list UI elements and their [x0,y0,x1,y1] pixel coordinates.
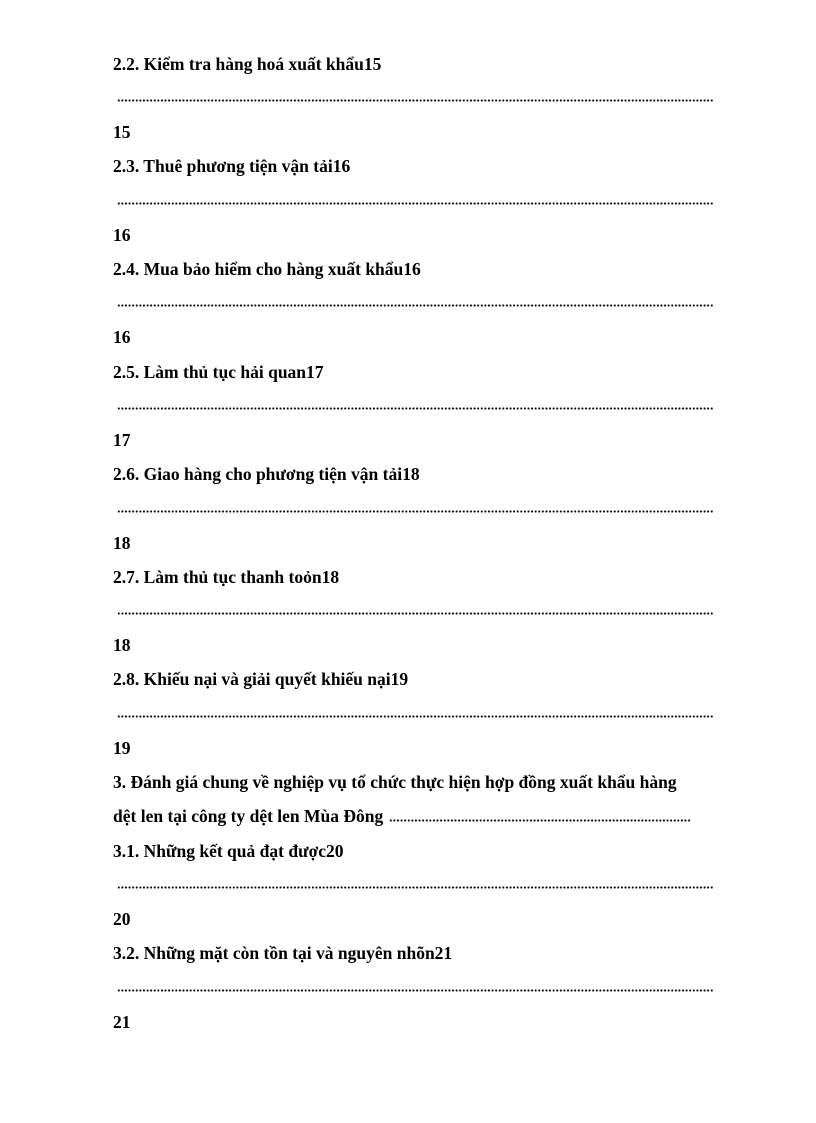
toc-leader-dots [117,882,714,892]
toc-section-heading-line: 3. Đánh giá chung về nghiệp vụ tổ chức thực hiện hợp đồng xuất khẩu hàng [113,772,677,792]
toc-section-heading-text: dệt len tại công ty dệt len Mùa Đông [113,806,384,826]
toc-leader-dots [389,819,691,822]
toc-entry-title: 2.8. Khiếu nại và giải quyết khiếu nại19 [113,669,409,689]
toc-entry-page: 16 [113,327,131,347]
toc-entry-title: 2.3. Thuê phương tiện vận tải16 [113,156,351,176]
toc-leader-dots [117,608,714,618]
toc-leader-dots [117,985,714,995]
toc-entry-page: 15 [113,122,131,142]
toc-leader-dots [117,300,714,310]
toc-entry-title: 2.4. Mua bảo hiểm cho hàng xuất khẩu16 [113,259,421,279]
toc-entry-title: 2.5. Làm thủ tục hải quan17 [113,362,324,382]
toc-entry-title: 2.6. Giao hàng cho phương tiện vận tải18 [113,464,420,484]
toc-entry-title: 2.7. Làm thủ tục thanh toỏn18 [113,567,340,587]
toc-entry-title: 3.1. Những kết quả đạt được20 [113,841,344,861]
toc-entry-page: 18 [113,635,131,655]
toc-entry-page: 21 [113,1012,131,1032]
toc-entry-page: 18 [113,533,131,553]
toc-leader-dots [117,403,714,413]
toc-leader-dots [117,95,714,105]
toc-entry-page: 20 [113,909,131,929]
toc-entry-page: 17 [113,430,131,450]
toc-entry-page: 16 [113,225,131,245]
toc-leader-dots [117,506,714,516]
toc-leader-dots [117,711,714,721]
toc-entry-title: 3.2. Những mặt còn tồn tại và nguyên nhõn21 [113,943,453,963]
toc-leader-dots [117,198,714,208]
toc-section-heading-line-2 [113,804,715,828]
toc-entry-page: 19 [113,738,131,758]
toc-entry-title: 2.2. Kiểm tra hàng hoá xuất khẩu15 [113,54,382,74]
